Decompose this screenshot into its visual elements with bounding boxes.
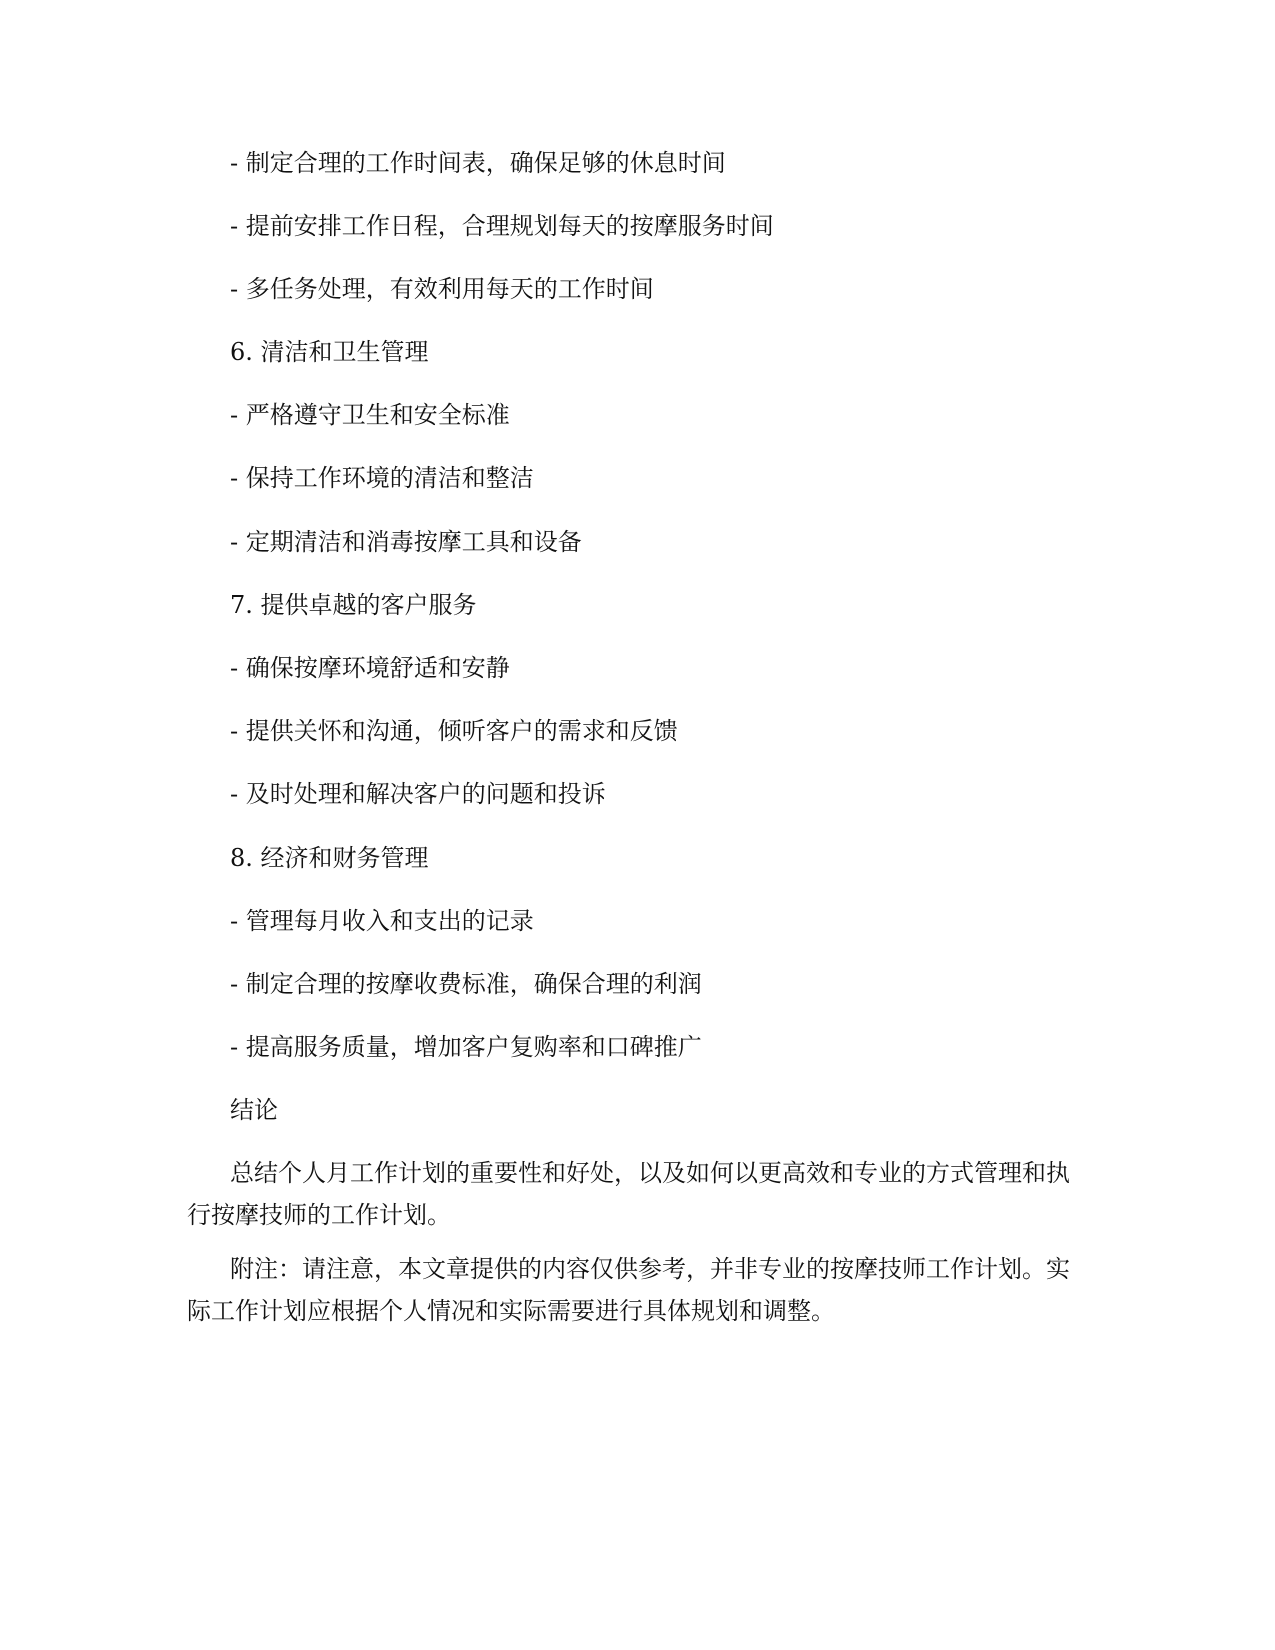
list-item: - 提前安排工作日程，合理规划每天的按摩服务时间 <box>230 212 774 240</box>
conclusion-paragraph: 总结个人月工作计划的重要性和好处，以及如何以更高效和专业的方式管理和执行按摩技师的工作计划。 <box>187 1159 1070 1229</box>
conclusion-heading: 结论 <box>230 1096 278 1124</box>
section-heading: 8. 经济和财务管理 <box>230 844 429 872</box>
list-item: - 提高服务质量，增加客户复购率和口碑推广 <box>230 1033 702 1061</box>
note-paragraph: 附注：请注意，本文章提供的内容仅供参考，并非专业的按摩技师工作计划。实际工作计划应根据个人情况和实际需要进行具体规划和调整。 <box>187 1255 1070 1325</box>
list-item: - 制定合理的工作时间表，确保足够的休息时间 <box>230 149 726 177</box>
list-item: - 管理每月收入和支出的记录 <box>230 907 534 935</box>
list-item: - 定期清洁和消毒按摩工具和设备 <box>230 528 582 556</box>
list-item: - 确保按摩环境舒适和安静 <box>230 654 510 682</box>
list-item: - 制定合理的按摩收费标准，确保合理的利润 <box>230 970 702 998</box>
list-item: - 多任务处理，有效利用每天的工作时间 <box>230 275 654 303</box>
list-item: - 提供关怀和沟通，倾听客户的需求和反馈 <box>230 717 678 745</box>
list-item: - 严格遵守卫生和安全标准 <box>230 401 510 429</box>
section-heading: 6. 清洁和卫生管理 <box>230 338 429 366</box>
list-item: - 保持工作环境的清洁和整洁 <box>230 464 534 492</box>
list-item: - 及时处理和解决客户的问题和投诉 <box>230 780 606 808</box>
section-heading: 7. 提供卓越的客户服务 <box>230 591 477 619</box>
